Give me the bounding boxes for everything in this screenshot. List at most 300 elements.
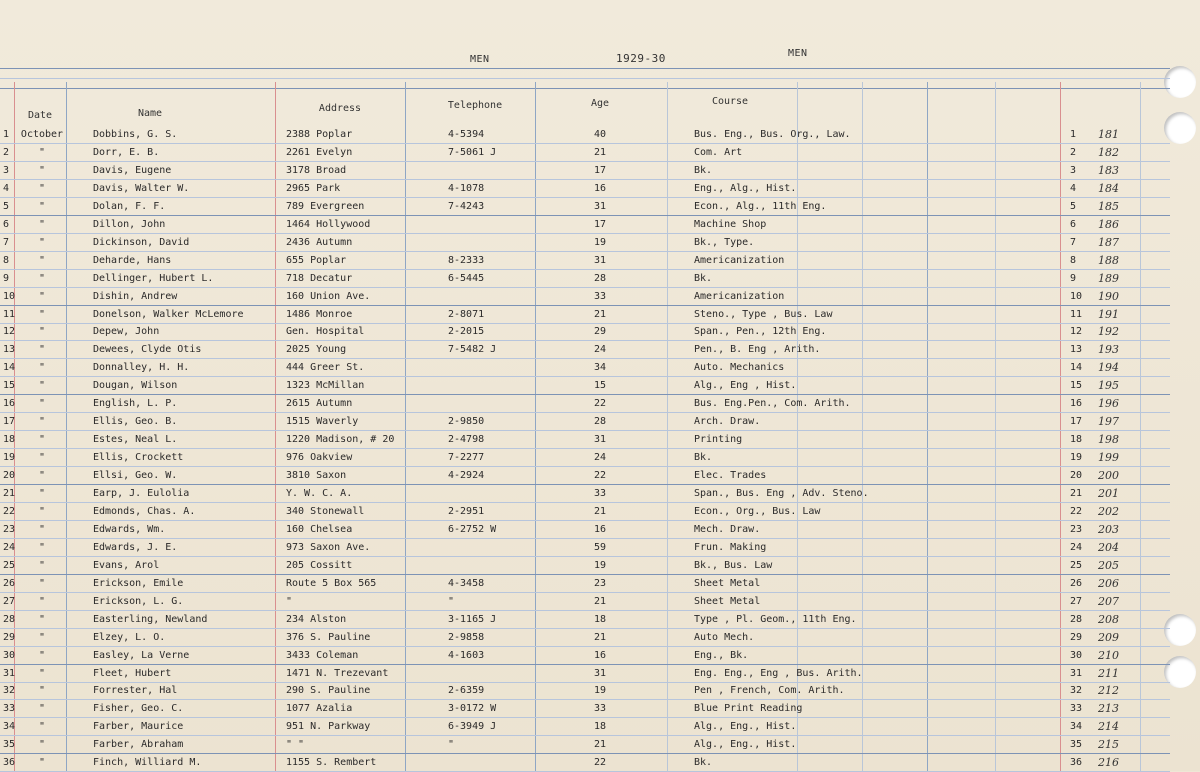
row-course: Alg., Eng., Hist.: [694, 739, 797, 751]
row-telephone: 4-2924: [448, 470, 485, 482]
row-number: 21: [3, 488, 16, 499]
row-course: Eng. Eng., Eng , Bus. Arith.: [694, 667, 863, 679]
row-course: Eng., Bk.: [694, 649, 749, 661]
row-number: 5: [3, 200, 10, 212]
row-telephone: 7-2277: [448, 452, 485, 464]
row-right-number: 22: [1070, 505, 1083, 517]
row-age: 17: [593, 218, 607, 230]
row-age: 21: [593, 505, 607, 517]
row-address: 973 Saxon Ave.: [286, 541, 371, 553]
header-right-men: MEN: [788, 48, 808, 59]
row-name: Fisher, Geo. C.: [93, 703, 184, 715]
row-course: Bk., Type.: [694, 236, 755, 248]
row-name: Dillon, John: [93, 218, 166, 230]
row-right-number: 35: [1070, 739, 1083, 751]
row-number: 28: [3, 613, 16, 625]
row-age: 59: [593, 541, 607, 553]
col-name: Name: [137, 108, 163, 119]
row-course: Bk.: [694, 452, 713, 464]
row-address: " ": [286, 739, 305, 751]
row-number: 15: [3, 380, 16, 392]
row-age: 34: [593, 362, 607, 374]
row-date: October: [20, 129, 64, 140]
row-right-number: 28: [1070, 613, 1083, 625]
row-name: Depew, John: [93, 326, 160, 338]
row-date: ": [38, 559, 46, 571]
row-date: ": [38, 146, 46, 158]
row-number: 30: [3, 649, 16, 661]
row-address: 3178 Broad: [286, 164, 347, 176]
table-row: [0, 449, 1170, 467]
row-handwritten-number: 187: [1098, 235, 1119, 249]
table-row: [0, 413, 1170, 431]
row-number: 35: [3, 739, 16, 751]
row-name: Farber, Maurice: [93, 721, 184, 733]
row-right-number: 17: [1070, 416, 1083, 428]
row-right-number: 15: [1070, 380, 1083, 392]
row-address: 1155 S. Rembert: [286, 757, 377, 769]
row-telephone: 4-1078: [448, 182, 485, 194]
col-address: Address: [318, 103, 362, 114]
header-left-men: MEN: [470, 54, 490, 65]
row-number: 2: [3, 146, 10, 158]
row-age: 18: [593, 721, 607, 733]
row-course: Arch. Draw.: [694, 416, 761, 428]
row-age: 16: [593, 182, 607, 194]
table-row: [0, 270, 1170, 288]
row-address: 2261 Evelyn: [286, 146, 353, 158]
row-course: Alg., Eng., Hist.: [694, 721, 797, 733]
row-age: 19: [593, 685, 607, 697]
row-date: ": [38, 739, 46, 751]
row-right-number: 36: [1070, 757, 1083, 769]
row-telephone: 7-5061 J: [448, 146, 497, 158]
row-telephone: 2-9850: [448, 416, 485, 428]
row-course: Pen., B. Eng , Arith.: [694, 344, 821, 356]
row-age: 16: [593, 649, 607, 661]
row-handwritten-number: 208: [1098, 612, 1119, 626]
row-right-number: 7: [1070, 236, 1077, 248]
row-handwritten-number: 197: [1098, 415, 1119, 429]
row-telephone: 3-0172 W: [448, 703, 497, 715]
row-address: 2388 Poplar: [286, 129, 353, 140]
row-handwritten-number: 211: [1098, 666, 1119, 680]
table-row: [0, 575, 1170, 593]
row-course: Sheet Metal: [694, 577, 761, 589]
row-name: Davis, Walter W.: [93, 182, 190, 194]
row-right-number: 10: [1070, 290, 1083, 302]
row-age: 24: [593, 452, 607, 464]
table-row: [0, 144, 1170, 162]
row-number: 13: [3, 344, 16, 356]
table-row: [0, 341, 1170, 359]
row-age: 28: [593, 416, 607, 428]
row-course: Econ., Org., Bus. Law: [694, 505, 821, 517]
row-handwritten-number: 216: [1098, 756, 1119, 770]
row-age: 31: [593, 434, 607, 446]
row-handwritten-number: 207: [1098, 594, 1119, 608]
row-handwritten-number: 214: [1098, 720, 1119, 734]
row-date: ": [38, 488, 46, 499]
row-handwritten-number: 191: [1098, 307, 1119, 321]
row-telephone: ": [448, 595, 455, 607]
row-age: 21: [593, 631, 607, 643]
row-date: ": [38, 218, 46, 230]
row-date: ": [38, 254, 46, 266]
row-address: 789 Evergreen: [286, 200, 365, 212]
table-row: [0, 198, 1170, 216]
table-row: [0, 647, 1170, 665]
row-handwritten-number: 200: [1098, 469, 1119, 483]
row-course: Bk.: [694, 272, 713, 284]
row-right-number: 2: [1070, 146, 1077, 158]
row-name: Ellis, Crockett: [93, 452, 184, 464]
row-date: ": [38, 721, 46, 733]
row-right-number: 11: [1070, 308, 1083, 320]
row-address: Gen. Hospital: [286, 326, 365, 338]
row-handwritten-number: 210: [1098, 648, 1119, 662]
row-right-number: 20: [1070, 470, 1083, 482]
table-row: [0, 557, 1170, 575]
row-date: ": [38, 290, 46, 302]
row-age: 31: [593, 200, 607, 212]
row-handwritten-number: 199: [1098, 451, 1119, 465]
row-right-number: 14: [1070, 362, 1083, 374]
row-number: 29: [3, 631, 16, 643]
row-address: 1486 Monroe: [286, 308, 353, 320]
row-number: 24: [3, 541, 16, 553]
row-right-number: 23: [1070, 523, 1083, 535]
row-number: 1: [3, 129, 10, 140]
row-date: ": [38, 523, 46, 535]
table-row: [0, 234, 1170, 252]
row-name: Edwards, Wm.: [93, 523, 166, 535]
row-course: Printing: [694, 434, 743, 446]
row-right-number: 29: [1070, 631, 1083, 643]
table-row: [0, 288, 1170, 306]
row-right-number: 8: [1070, 254, 1077, 266]
row-handwritten-number: 206: [1098, 576, 1119, 590]
row-telephone: 7-5482 J: [448, 344, 497, 356]
table-row: [0, 216, 1170, 234]
row-date: ": [38, 595, 46, 607]
row-telephone: 8-2333: [448, 254, 485, 266]
row-course: Sheet Metal: [694, 595, 761, 607]
row-handwritten-number: 194: [1098, 361, 1119, 375]
table-row: [0, 682, 1170, 700]
row-course: Blue Print Reading: [694, 703, 803, 715]
row-age: 33: [593, 488, 607, 499]
row-address: 1220 Madison, # 20: [286, 434, 395, 446]
header-year: 1929-30: [616, 52, 666, 65]
row-name: Deharde, Hans: [93, 254, 172, 266]
row-address: ": [286, 595, 293, 607]
table-row: [0, 611, 1170, 629]
row-age: 18: [593, 613, 607, 625]
row-address: 1077 Azalia: [286, 703, 353, 715]
row-date: ": [38, 613, 46, 625]
row-handwritten-number: 196: [1098, 397, 1119, 411]
row-address: 290 S. Pauline: [286, 685, 371, 697]
row-number: 23: [3, 523, 16, 535]
row-name: Dellinger, Hubert L.: [93, 272, 214, 284]
row-course: Com. Art: [694, 146, 743, 158]
row-name: Dougan, Wilson: [93, 380, 178, 392]
row-address: 1515 Waverly: [286, 416, 359, 428]
row-name: Earp, J. Eulolia: [93, 488, 190, 499]
row-number: 4: [3, 182, 10, 194]
row-name: Edmonds, Chas. A.: [93, 505, 196, 517]
row-date: ": [38, 452, 46, 464]
row-course: Type , Pl. Geom., 11th Eng.: [694, 613, 857, 625]
row-course: Bus. Eng.Pen., Com. Arith.: [694, 398, 851, 410]
table-row: [0, 593, 1170, 611]
table-row: [0, 252, 1170, 270]
row-date: ": [38, 362, 46, 374]
col-age: Age: [590, 98, 610, 109]
row-age: 29: [593, 326, 607, 338]
row-telephone: 2-4798: [448, 434, 485, 446]
col-date: Date: [27, 110, 53, 121]
row-address: 234 Alston: [286, 613, 347, 625]
row-handwritten-number: 203: [1098, 522, 1119, 536]
row-telephone: 7-4243: [448, 200, 485, 212]
row-date: ": [38, 541, 46, 553]
header-rule-top: [0, 68, 1170, 69]
row-telephone: ": [448, 739, 455, 751]
row-course: Steno., Type , Bus. Law: [694, 308, 833, 320]
row-name: Erickson, Emile: [93, 577, 184, 589]
row-address: 444 Greer St.: [286, 362, 365, 374]
row-course: Bus. Eng., Bus. Org., Law.: [694, 129, 851, 140]
row-date: ": [38, 236, 46, 248]
table-row: [0, 700, 1170, 718]
binder-hole-1: [1164, 66, 1196, 98]
row-address: 2965 Park: [286, 182, 341, 194]
table-row: [0, 180, 1170, 198]
row-age: 40: [593, 129, 607, 140]
row-age: 31: [593, 667, 607, 679]
row-address: 655 Poplar: [286, 254, 347, 266]
table-row: [0, 359, 1170, 377]
row-course: Elec. Trades: [694, 470, 767, 482]
row-right-number: 33: [1070, 703, 1083, 715]
row-course: Eng., Alg., Hist.: [694, 182, 797, 194]
row-name: Estes, Neal L.: [93, 434, 178, 446]
row-address: Route 5 Box 565: [286, 577, 377, 589]
row-age: 17: [593, 164, 607, 176]
row-number: 10: [3, 290, 16, 302]
row-number: 36: [3, 757, 16, 769]
table-row: [0, 665, 1170, 683]
table-row: [0, 395, 1170, 413]
row-handwritten-number: 202: [1098, 504, 1119, 518]
row-date: ": [38, 398, 46, 410]
row-number: 14: [3, 362, 16, 374]
row-address: 3433 Coleman: [286, 649, 359, 661]
row-name: Elzey, L. O.: [93, 631, 166, 643]
row-age: 22: [593, 757, 607, 769]
row-handwritten-number: 209: [1098, 630, 1119, 644]
row-name: Dorr, E. B.: [93, 146, 160, 158]
row-number: 31: [3, 667, 16, 679]
row-course: Alg., Eng , Hist.: [694, 380, 797, 392]
row-handwritten-number: 183: [1098, 163, 1119, 177]
row-handwritten-number: 215: [1098, 738, 1119, 752]
row-name: Forrester, Hal: [93, 685, 178, 697]
row-name: Davis, Eugene: [93, 164, 172, 176]
row-address: 376 S. Pauline: [286, 631, 371, 643]
row-handwritten-number: 182: [1098, 145, 1119, 159]
row-telephone: 4-1603: [448, 649, 485, 661]
row-number: 20: [3, 470, 16, 482]
row-number: 3: [3, 164, 10, 176]
row-address: 160 Chelsea: [286, 523, 353, 535]
row-date: ": [38, 416, 46, 428]
row-right-number: 26: [1070, 577, 1083, 589]
row-name: Dishin, Andrew: [93, 290, 178, 302]
row-address: 3810 Saxon: [286, 470, 347, 482]
row-date: ": [38, 631, 46, 643]
row-telephone: 4-5394: [448, 129, 485, 140]
row-date: ": [38, 200, 46, 212]
table-row: [0, 718, 1170, 736]
row-course: Auto. Mechanics: [694, 362, 785, 374]
row-number: 22: [3, 505, 16, 517]
row-age: 24: [593, 344, 607, 356]
row-name: Farber, Abraham: [93, 739, 184, 751]
row-age: 31: [593, 254, 607, 266]
row-course: Americanization: [694, 290, 785, 302]
row-name: Donelson, Walker McLemore: [93, 308, 244, 320]
row-right-number: 16: [1070, 398, 1083, 410]
row-right-number: 19: [1070, 452, 1083, 464]
row-right-number: 4: [1070, 182, 1077, 194]
row-age: 22: [593, 470, 607, 482]
row-course: Americanization: [694, 254, 785, 266]
table-row: [0, 126, 1170, 144]
row-right-number: 13: [1070, 344, 1083, 356]
row-date: ": [38, 505, 46, 517]
row-name: Fleet, Hubert: [93, 667, 172, 679]
row-date: ": [38, 164, 46, 176]
table-row: [0, 485, 1170, 503]
row-right-number: 30: [1070, 649, 1083, 661]
table-row: [0, 736, 1170, 754]
row-course: Bk.: [694, 164, 713, 176]
row-handwritten-number: 212: [1098, 684, 1119, 698]
table-row: [0, 503, 1170, 521]
row-name: Easterling, Newland: [93, 613, 208, 625]
row-telephone: 6-5445: [448, 272, 485, 284]
row-right-number: 34: [1070, 721, 1083, 733]
row-handwritten-number: 193: [1098, 343, 1119, 357]
row-handwritten-number: 192: [1098, 325, 1119, 339]
row-right-number: 1: [1070, 129, 1077, 140]
row-name: Edwards, J. E.: [93, 541, 178, 553]
row-handwritten-number: 185: [1098, 199, 1119, 213]
table-row: [0, 629, 1170, 647]
row-date: ": [38, 757, 46, 769]
row-right-number: 32: [1070, 685, 1083, 697]
row-course: Bk., Bus. Law: [694, 559, 773, 571]
row-date: ": [38, 470, 46, 482]
row-address: 205 Cossitt: [286, 559, 353, 571]
row-age: 23: [593, 577, 607, 589]
row-name: Ellis, Geo. B.: [93, 416, 178, 428]
row-name: Evans, Arol: [93, 559, 160, 571]
row-address: 340 Stonewall: [286, 505, 365, 517]
row-age: 21: [593, 308, 607, 320]
row-telephone: 2-2951: [448, 505, 485, 517]
row-telephone: 2-6359: [448, 685, 485, 697]
row-course: Machine Shop: [694, 218, 767, 230]
row-number: 17: [3, 416, 16, 428]
row-number: 33: [3, 703, 16, 715]
table-row: [0, 521, 1170, 539]
row-number: 11: [3, 308, 16, 320]
row-number: 6: [3, 218, 10, 230]
row-age: 33: [593, 703, 607, 715]
row-age: 19: [593, 236, 607, 248]
col-telephone: Telephone: [447, 100, 503, 111]
row-telephone: 6-3949 J: [448, 721, 497, 733]
row-address: 160 Union Ave.: [286, 290, 371, 302]
row-age: 16: [593, 523, 607, 535]
row-number: 7: [3, 236, 10, 248]
row-right-number: 5: [1070, 200, 1077, 212]
row-handwritten-number: 186: [1098, 217, 1119, 231]
row-age: 21: [593, 595, 607, 607]
row-address: 718 Decatur: [286, 272, 353, 284]
row-date: ": [38, 272, 46, 284]
row-telephone: 4-3458: [448, 577, 485, 589]
row-age: 28: [593, 272, 607, 284]
row-number: 18: [3, 434, 16, 446]
table-row: [0, 754, 1170, 772]
row-date: ": [38, 344, 46, 356]
table-row: [0, 467, 1170, 485]
row-telephone: 3-1165 J: [448, 613, 497, 625]
row-number: 12: [3, 326, 16, 338]
row-right-number: 9: [1070, 272, 1077, 284]
row-handwritten-number: 204: [1098, 540, 1119, 554]
row-right-number: 12: [1070, 326, 1083, 338]
row-course: Span., Pen., 12th Eng.: [694, 326, 827, 338]
row-date: ": [38, 182, 46, 194]
row-age: 21: [593, 146, 607, 158]
col-course: Course: [711, 96, 749, 107]
row-telephone: 2-8071: [448, 308, 485, 320]
row-address: 1471 N. Trezevant: [286, 667, 389, 679]
row-right-number: 21: [1070, 488, 1083, 499]
row-name: Ellsi, Geo. W.: [93, 470, 178, 482]
header-rule-mid: [0, 78, 1170, 79]
row-number: 34: [3, 721, 16, 733]
row-date: ": [38, 380, 46, 392]
row-handwritten-number: 189: [1098, 271, 1119, 285]
row-handwritten-number: 198: [1098, 433, 1119, 447]
row-handwritten-number: 184: [1098, 181, 1119, 195]
row-age: 22: [593, 398, 607, 410]
row-date: ": [38, 434, 46, 446]
row-course: Pen , French, Com. Arith.: [694, 685, 845, 697]
row-address: 951 N. Parkway: [286, 721, 371, 733]
row-name: Erickson, L. G.: [93, 595, 184, 607]
row-name: Dobbins, G. S.: [93, 129, 178, 140]
row-handwritten-number: 205: [1098, 558, 1119, 572]
row-handwritten-number: 201: [1098, 487, 1119, 500]
